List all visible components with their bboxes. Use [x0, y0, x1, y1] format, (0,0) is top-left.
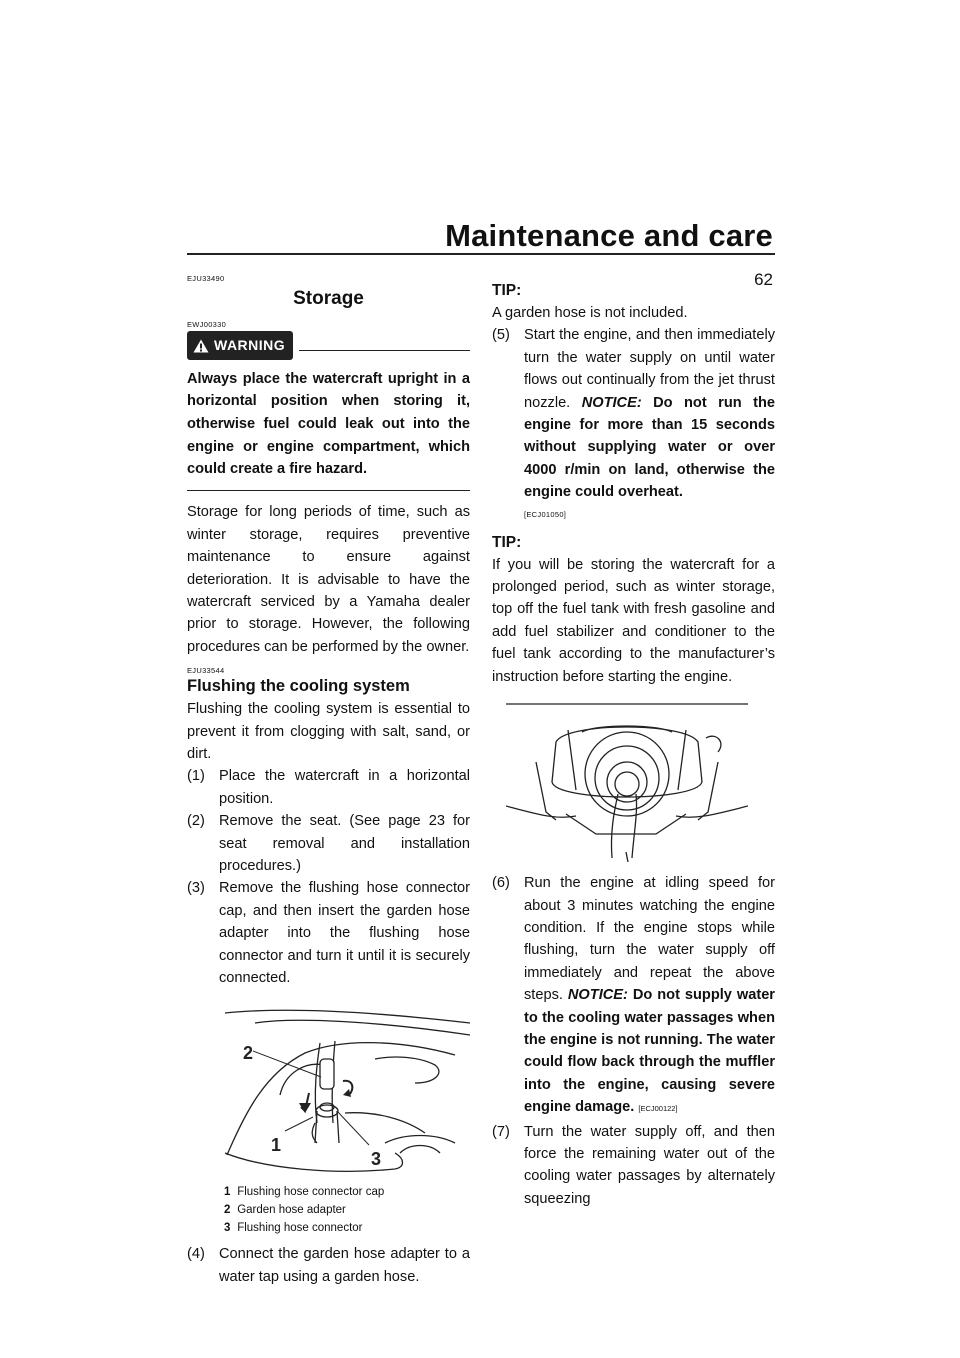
subsection-code: EJU33544: [187, 666, 225, 676]
step-item: [187, 765, 470, 810]
step-body: Run the engine at idling speed for about 3 minutes watching the engine condition. If the engine stops while flushing, turn the water supply off immediately and repeat the above steps.: [524, 875, 775, 1004]
step-number: (1): [187, 768, 205, 785]
right-column: [492, 280, 775, 1210]
warning-triangle-icon: [193, 339, 209, 353]
step-number: (5): [492, 327, 510, 344]
step-text: Connect the garden hose adapter to a water tap using a garden hose.: [219, 1246, 470, 1285]
legend-item: [224, 1219, 470, 1237]
step-item: [187, 810, 470, 877]
step-text: Remove the seat. (See page 23 for seat removal and installation procedures.): [219, 813, 470, 874]
warning-rule: [299, 350, 470, 352]
tip-label: TIP:: [492, 282, 522, 299]
legend-item: [224, 1201, 470, 1219]
step-item: [492, 872, 775, 1120]
legend-text: Flushing hose connector: [237, 1222, 363, 1235]
subsection-title: Flushing the cooling system: [187, 677, 410, 696]
step-text: Turn the water supply off, and then force the remaining water out of the cooling water passages by alternately squeezing: [524, 1123, 775, 1207]
step-text: Remove the flushing hose connector cap, and then insert the garden hose adapter into the flushing hose connector and turn it until it is securely connected.: [219, 880, 470, 986]
section-title: Storage: [293, 288, 364, 309]
step-number: (3): [187, 880, 205, 897]
tip-text: If you will be storing the watercraft for a prolonged period, such as winter storage, top off the fuel tank with fresh gasoline and add fuel stabilizer and conditioner to the fuel tank according to the manufacturer’s instruction before starting the engine.: [492, 556, 775, 685]
flushing-connector-illustration: [225, 1003, 470, 1189]
notice-text: Do not run the engine for more than 15 seconds without supplying water or over 4000 r/min on land, otherwise the engine could overheat.: [524, 394, 775, 501]
section-code: EJU33490: [187, 274, 225, 283]
left-column: [187, 268, 470, 1288]
step-item: [492, 1121, 775, 1211]
step-item: [492, 324, 775, 519]
notice-code: [ECJ00122]: [638, 1104, 678, 1114]
tip-text: A garden hose is not included.: [492, 305, 688, 321]
warning-header: [187, 331, 470, 359]
jet-nozzle-figure: [506, 702, 748, 862]
notice-label: NOTICE:: [581, 394, 642, 411]
warning-text: Always place the watercraft upright in a horizontal position when storing it, otherwise fuel could leak out into the engine or engine compartment, which could create a fire hazard.: [187, 370, 470, 478]
legend-number: 2: [224, 1204, 231, 1217]
step-body: Start the engine, and then immediately turn the water supply on until water flows out continually from the jet thrust nozzle.: [524, 327, 775, 411]
step-number: (2): [187, 813, 205, 830]
callout-3: 3: [371, 1149, 382, 1170]
page-number: 62: [754, 270, 773, 289]
step-text: [524, 324, 775, 519]
step-text: [524, 872, 775, 1120]
notice-label: NOTICE:: [567, 987, 628, 1004]
step-item: [187, 1243, 470, 1288]
step-number: (4): [187, 1246, 205, 1263]
callout-1: 1: [271, 1135, 282, 1156]
callout-2: 2: [243, 1043, 254, 1064]
step-number: (6): [492, 875, 510, 892]
warning-code: EWJ00330: [187, 320, 227, 330]
notice-code: [ECJ01050]: [524, 509, 567, 519]
page-header-title: Maintenance and care: [445, 218, 773, 253]
legend-text: Garden hose adapter: [237, 1204, 346, 1217]
tip-label: TIP:: [492, 533, 522, 551]
flush-intro: Flushing the cooling system is essential to prevent it from clogging with salt, sand, or dirt.: [187, 701, 470, 762]
step-text: Place the watercraft in a horizontal position.: [219, 768, 470, 807]
legend-number: 3: [224, 1222, 231, 1235]
warning-badge: [187, 331, 293, 359]
storage-intro: Storage for long periods of time, such as winter storage, requires preventive maintenance to ensure against deterioration. It is advisable to have the watercraft serviced by a Yamaha dealer prior to storage. However, the following procedures can be performed by the owner.: [187, 504, 470, 655]
legend-text: Flushing hose connector cap: [237, 1186, 385, 1199]
step-number: (7): [492, 1123, 510, 1140]
flushing-connector-figure: [225, 1003, 470, 1189]
legend-number: 1: [224, 1186, 231, 1199]
jet-nozzle-illustration: [506, 702, 748, 862]
step-item: [187, 877, 470, 989]
warning-end-rule: [187, 490, 470, 492]
warning-label: WARNING: [214, 337, 286, 354]
notice-text: Do not supply water to the cooling water passages when the engine is not running. The water could flow back through the muffler into the engine, causing severe engine damage.: [524, 987, 775, 1116]
figure-legend: [224, 1183, 470, 1237]
header-rule: [187, 253, 775, 255]
